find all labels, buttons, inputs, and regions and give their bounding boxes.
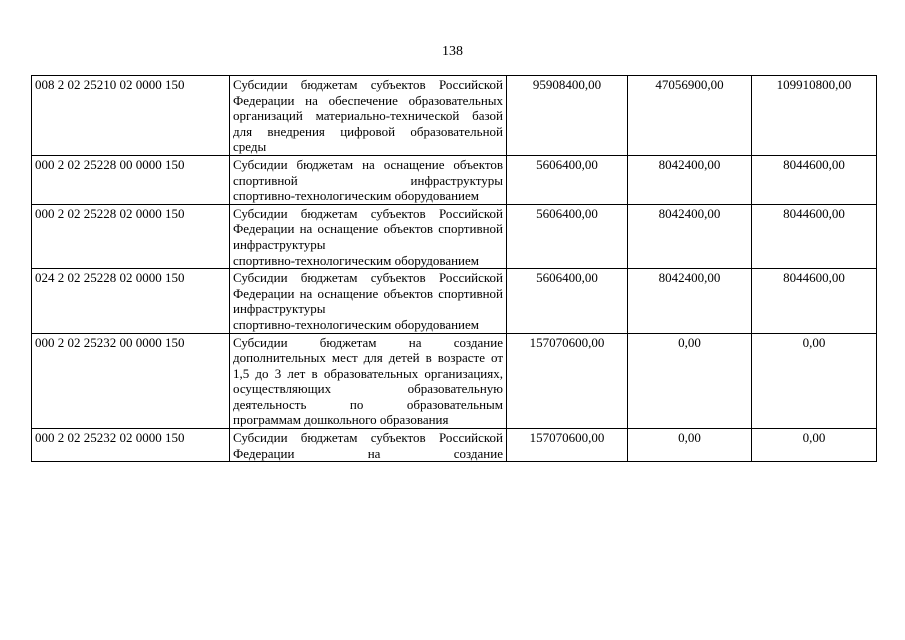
subsidy-name-line: внедрения цифровой образовательной bbox=[267, 123, 503, 139]
subsidy-name-line: дополнительных мест для детей bbox=[233, 350, 420, 366]
subsidy-name-last-line: спортивно-технологическим оборудованием bbox=[233, 316, 479, 332]
budget-code-cell: 000 2 02 25228 02 0000 150 bbox=[32, 204, 230, 268]
amount-year-1-cell: 5606400,00 bbox=[507, 269, 628, 333]
amount-year-1-cell: 157070600,00 bbox=[507, 333, 628, 429]
amount-year-2-cell: 8042400,00 bbox=[628, 155, 752, 204]
amount-year-1-cell: 95908400,00 bbox=[507, 76, 628, 156]
subsidy-name-cell bbox=[230, 333, 507, 429]
subsidy-name-line: осуществляющих образовательную bbox=[233, 381, 503, 397]
subsidy-name-last-line: спортивно-технологическим оборудованием bbox=[233, 252, 479, 268]
subsidy-name-line: в возрасте от 1,5 до 3 лет bbox=[233, 350, 504, 381]
budget-code-cell: 008 2 02 25210 02 0000 150 bbox=[32, 76, 230, 156]
subsidy-name-line: Российской Федерации на оснащение bbox=[233, 270, 504, 301]
page-number: 138 bbox=[442, 44, 463, 59]
subsidy-name-line: образовательных организаций bbox=[233, 92, 504, 124]
subsidy-name-cell bbox=[230, 269, 507, 333]
subsidy-name-line: Субсидии бюджетам субъектов bbox=[233, 205, 426, 221]
subsidy-name-line: Субсидии бюджетам субъектов bbox=[233, 430, 426, 446]
subsidy-name-last-line: спортивно-технологическим оборудованием bbox=[233, 188, 479, 204]
budget-table bbox=[31, 75, 877, 462]
amount-year-2-cell: 8042400,00 bbox=[628, 269, 752, 333]
subsidy-name-line: объектов спортивной инфраструктуры bbox=[233, 221, 503, 252]
table-row bbox=[32, 269, 877, 333]
amount-year-1-cell: 157070600,00 bbox=[507, 429, 628, 462]
budget-code-cell: 000 2 02 25232 00 0000 150 bbox=[32, 333, 230, 429]
amount-year-3-cell: 0,00 bbox=[752, 333, 877, 429]
budget-table-body bbox=[32, 76, 877, 462]
subsidy-name-line: Субсидии бюджетам субъектов bbox=[233, 270, 426, 286]
subsidy-name-line: в образовательных организациях, bbox=[311, 365, 503, 381]
amount-year-3-cell: 0,00 bbox=[752, 429, 877, 462]
subsidy-name-line: Субсидии бюджетам на оснащение bbox=[233, 156, 445, 172]
subsidy-name-line: объектов спортивной инфраструктуры bbox=[233, 156, 503, 188]
table-row bbox=[32, 76, 877, 156]
amount-year-3-cell: 8044600,00 bbox=[752, 155, 877, 204]
subsidy-name-line: Субсидии бюджетам субъектов bbox=[233, 77, 426, 92]
amount-year-3-cell: 8044600,00 bbox=[752, 269, 877, 333]
subsidy-name-line: Российской Федерации на создание bbox=[233, 430, 504, 461]
amount-year-2-cell: 47056900,00 bbox=[628, 76, 752, 156]
table-row bbox=[32, 429, 877, 462]
amount-year-3-cell: 109910800,00 bbox=[752, 76, 877, 156]
budget-code-cell: 000 2 02 25232 02 0000 150 bbox=[32, 429, 230, 462]
amount-year-2-cell: 8042400,00 bbox=[628, 204, 752, 268]
subsidy-name-cell bbox=[230, 76, 507, 156]
amount-year-2-cell: 0,00 bbox=[628, 429, 752, 462]
amount-year-2-cell: 0,00 bbox=[628, 333, 752, 429]
amount-year-3-cell: 8044600,00 bbox=[752, 204, 877, 268]
subsidy-name-cell bbox=[230, 204, 507, 268]
subsidy-name-cell bbox=[230, 429, 507, 462]
table-row bbox=[32, 333, 877, 429]
amount-year-1-cell: 5606400,00 bbox=[507, 155, 628, 204]
subsidy-name-last-line: среды bbox=[233, 139, 267, 155]
subsidy-name-line: Российской Федерации на оснащение bbox=[233, 205, 504, 237]
subsidy-name-cell bbox=[230, 155, 507, 204]
subsidy-name-last-line: программам дошкольного образования bbox=[233, 412, 449, 428]
budget-code-cell: 000 2 02 25228 00 0000 150 bbox=[32, 155, 230, 204]
budget-code-cell: 024 2 02 25228 02 0000 150 bbox=[32, 269, 230, 333]
table-row bbox=[32, 155, 877, 204]
subsidy-name-line: Субсидии бюджетам на создание bbox=[233, 334, 503, 350]
table-row bbox=[32, 204, 877, 268]
subsidy-name-line: объектов спортивной инфраструктуры bbox=[233, 285, 503, 317]
amount-year-1-cell: 5606400,00 bbox=[507, 204, 628, 268]
subsidy-name-line: деятельность по образовательным bbox=[233, 396, 503, 412]
subsidy-name-line: материально-технической базой для bbox=[233, 108, 503, 139]
subsidy-name-line: Российской Федерации на обеспечение bbox=[233, 77, 504, 108]
